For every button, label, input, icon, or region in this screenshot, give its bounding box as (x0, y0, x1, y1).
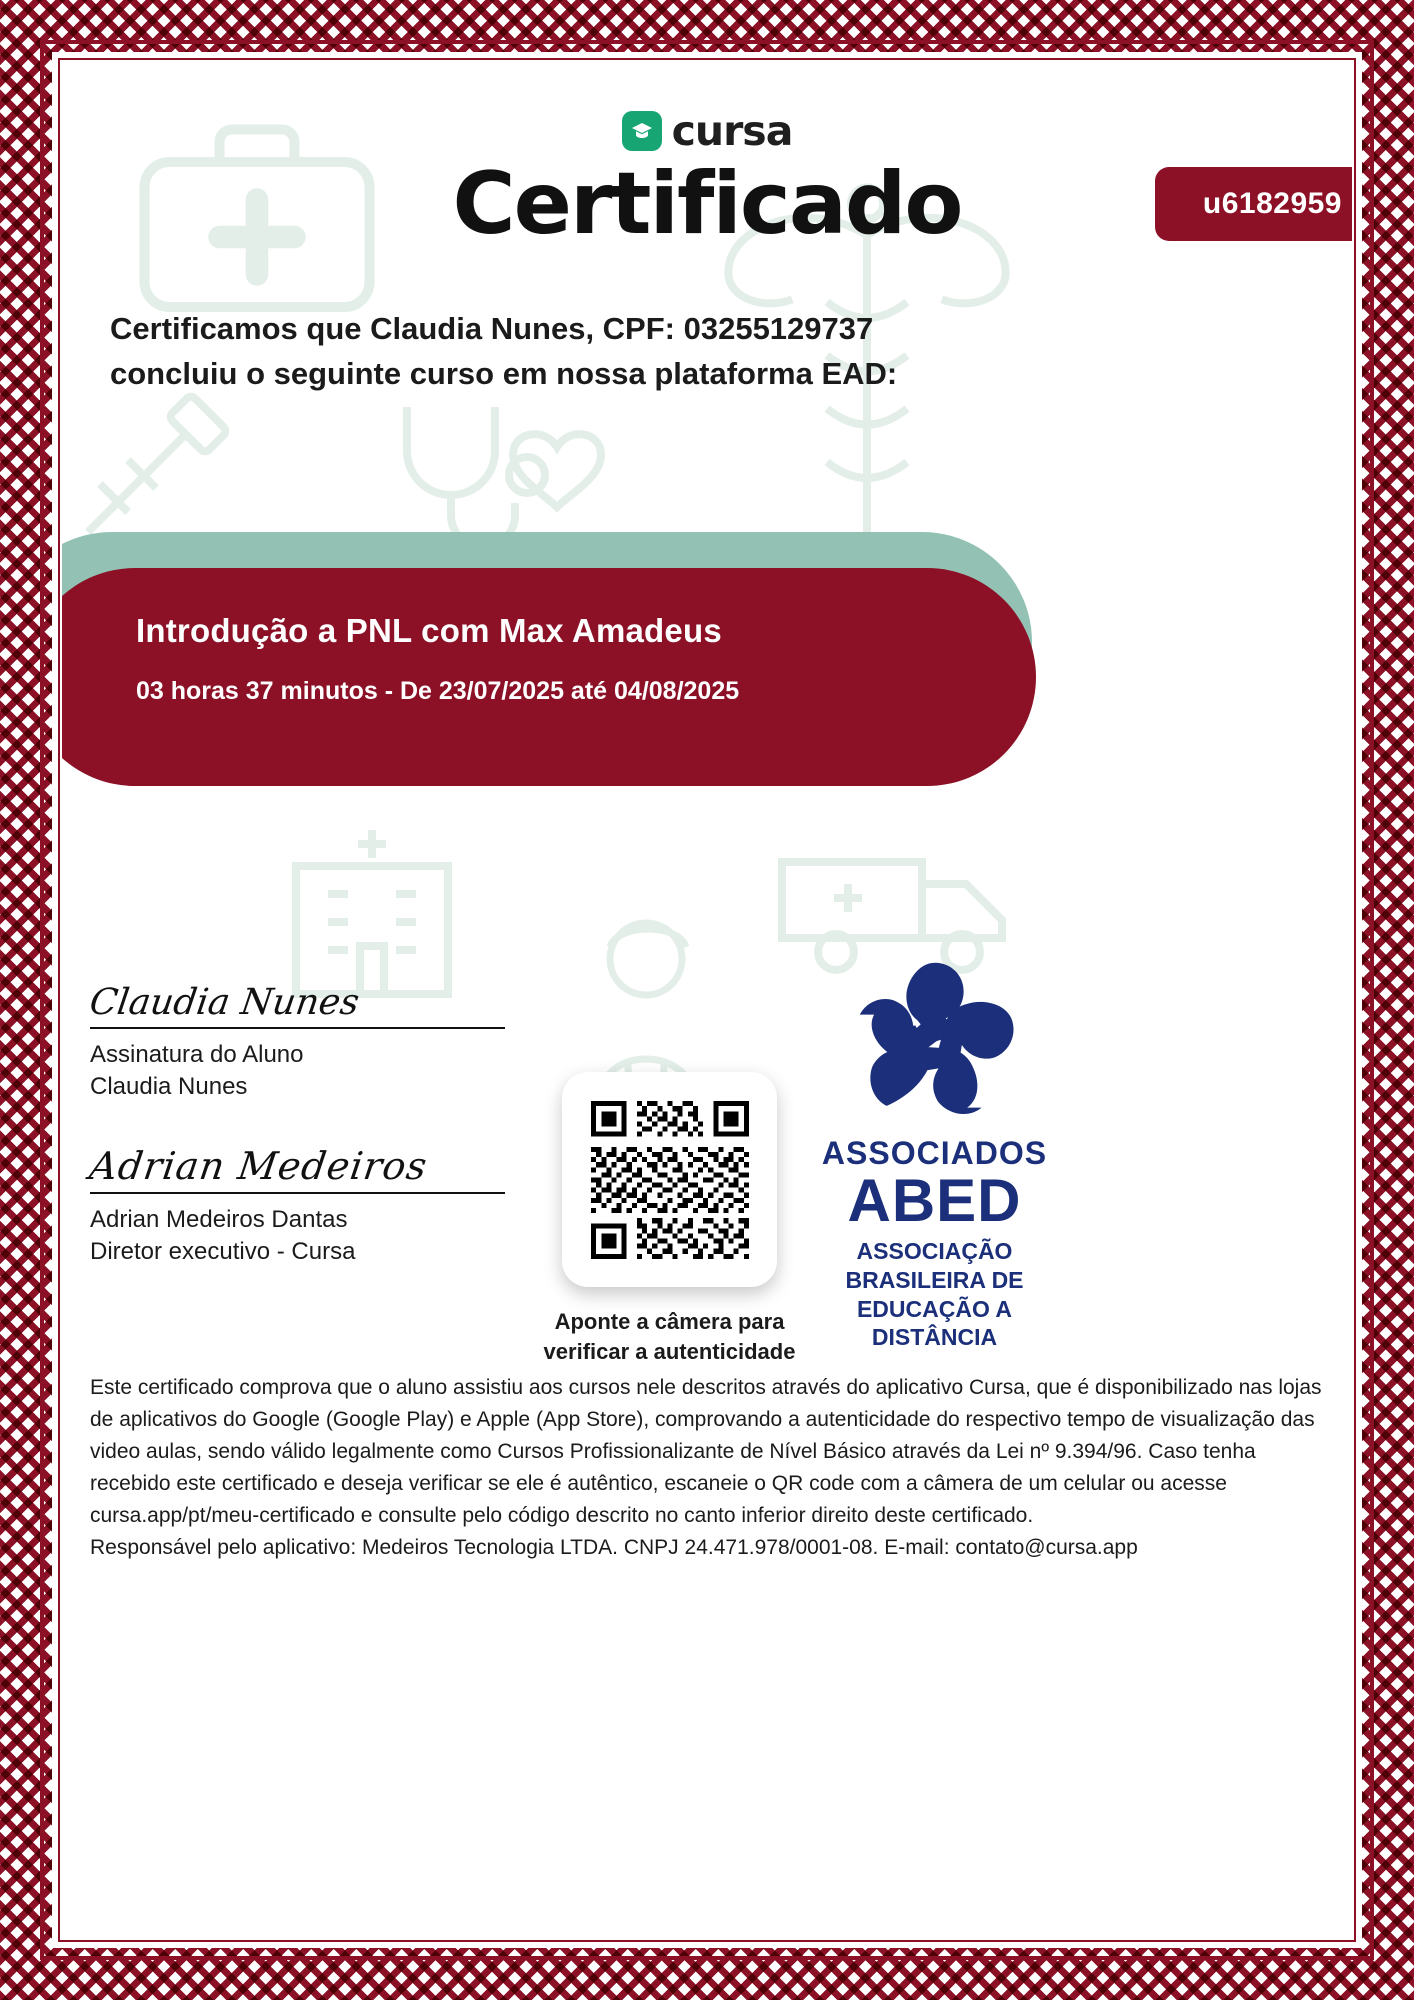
page-title: Certificado (452, 154, 962, 254)
student-signature-label (90, 1039, 520, 1104)
abed-subtitle-line-2: BRASILEIRA DE (845, 1266, 1024, 1293)
abed-title: ASSOCIADOS (821, 1135, 1048, 1171)
hospital-watermark-icon (272, 822, 472, 1002)
abed-logo-block (807, 952, 1062, 1352)
student-signature-script: Claudia Nunes (87, 982, 362, 1023)
abed-pinwheel-icon (845, 1109, 1025, 1126)
abed-subtitle-line-4: DISTÂNCIA (871, 1324, 998, 1351)
signature-rule-2 (90, 1192, 505, 1194)
abed-subtitle-line-1: ASSOCIAÇÃO (856, 1238, 1013, 1264)
recipient-line-1: Certificamos que Claudia Nunes, CPF: 03255129737 (110, 311, 874, 346)
director-signature-name: Adrian Medeiros Dantas (90, 1205, 348, 1233)
brand-logo-text: cursa (671, 107, 793, 155)
abed-acronym: ABED (847, 1167, 1022, 1234)
signature-block (86, 982, 520, 1269)
syringe-watermark-icon (72, 392, 252, 542)
qr-caption-line-1: Aponte a câmera para (554, 1309, 785, 1334)
recipient-line-2: concluiu o seguinte curso em nossa plataforma EAD: (110, 355, 898, 391)
footer-paragraph: Este certificado comprova que o aluno assistiu aos cursos nele descritos através do aplicativo Cursa, que é disponibilizado nas lojas de aplicativos do Google (Google Play) e Apple (App Store), comprovando a autenticidade do respectivo tempo de visualização das video aulas, sendo válido legalmente como Cursos Profissionalizante de Nível Básico através da Lei nº 9.394/96. Caso tenha recebido este certificado e deseja verificar se ele é autêntico, escaneie o QR code com a câmera de um celular ou acesse cursa.app/pt/meu-certificado e consulte pelo código descrito no canto inferior direito deste certificado. (90, 1376, 1322, 1527)
recipient-statement (110, 307, 1304, 397)
director-signature-label (90, 1204, 520, 1269)
course-banner-front (62, 568, 1036, 786)
footer-responsible: Responsável pelo aplicativo: Medeiros Tecnologia LTDA. CNPJ 24.471.978/0001-08. E-mail: contato@cursa.app (90, 1535, 1138, 1559)
footer-legal-text (90, 1372, 1342, 1563)
qr-code-icon (586, 1096, 754, 1264)
abed-subtitle (807, 1237, 1062, 1352)
student-signature-name: Claudia Nunes (90, 1073, 248, 1101)
course-name: Introdução a PNL com Max Amadeus (136, 612, 722, 649)
director-signature-role: Diretor executivo - Cursa (90, 1238, 356, 1266)
abed-subtitle-line-3: EDUCAÇÃO A (856, 1295, 1013, 1322)
student-signature-role: Assinatura do Aluno (90, 1041, 304, 1068)
course-banner (62, 532, 1352, 802)
signature-rule (90, 1027, 505, 1029)
qr-code-card[interactable] (562, 1072, 777, 1287)
certificate-code-badge: u6182959 (1155, 167, 1352, 241)
brand-logo (62, 107, 1352, 155)
course-details: 03 horas 37 minutos - De 23/07/2025 até 04/08/2025 (136, 677, 740, 705)
qr-caption (517, 1307, 822, 1366)
certificate-canvas (62, 62, 1352, 1938)
qr-caption-line-2: verificar a autenticidade (543, 1338, 796, 1364)
director-signature-script: Adrian Medeiros (86, 1143, 431, 1188)
graduation-cap-icon (622, 111, 662, 151)
